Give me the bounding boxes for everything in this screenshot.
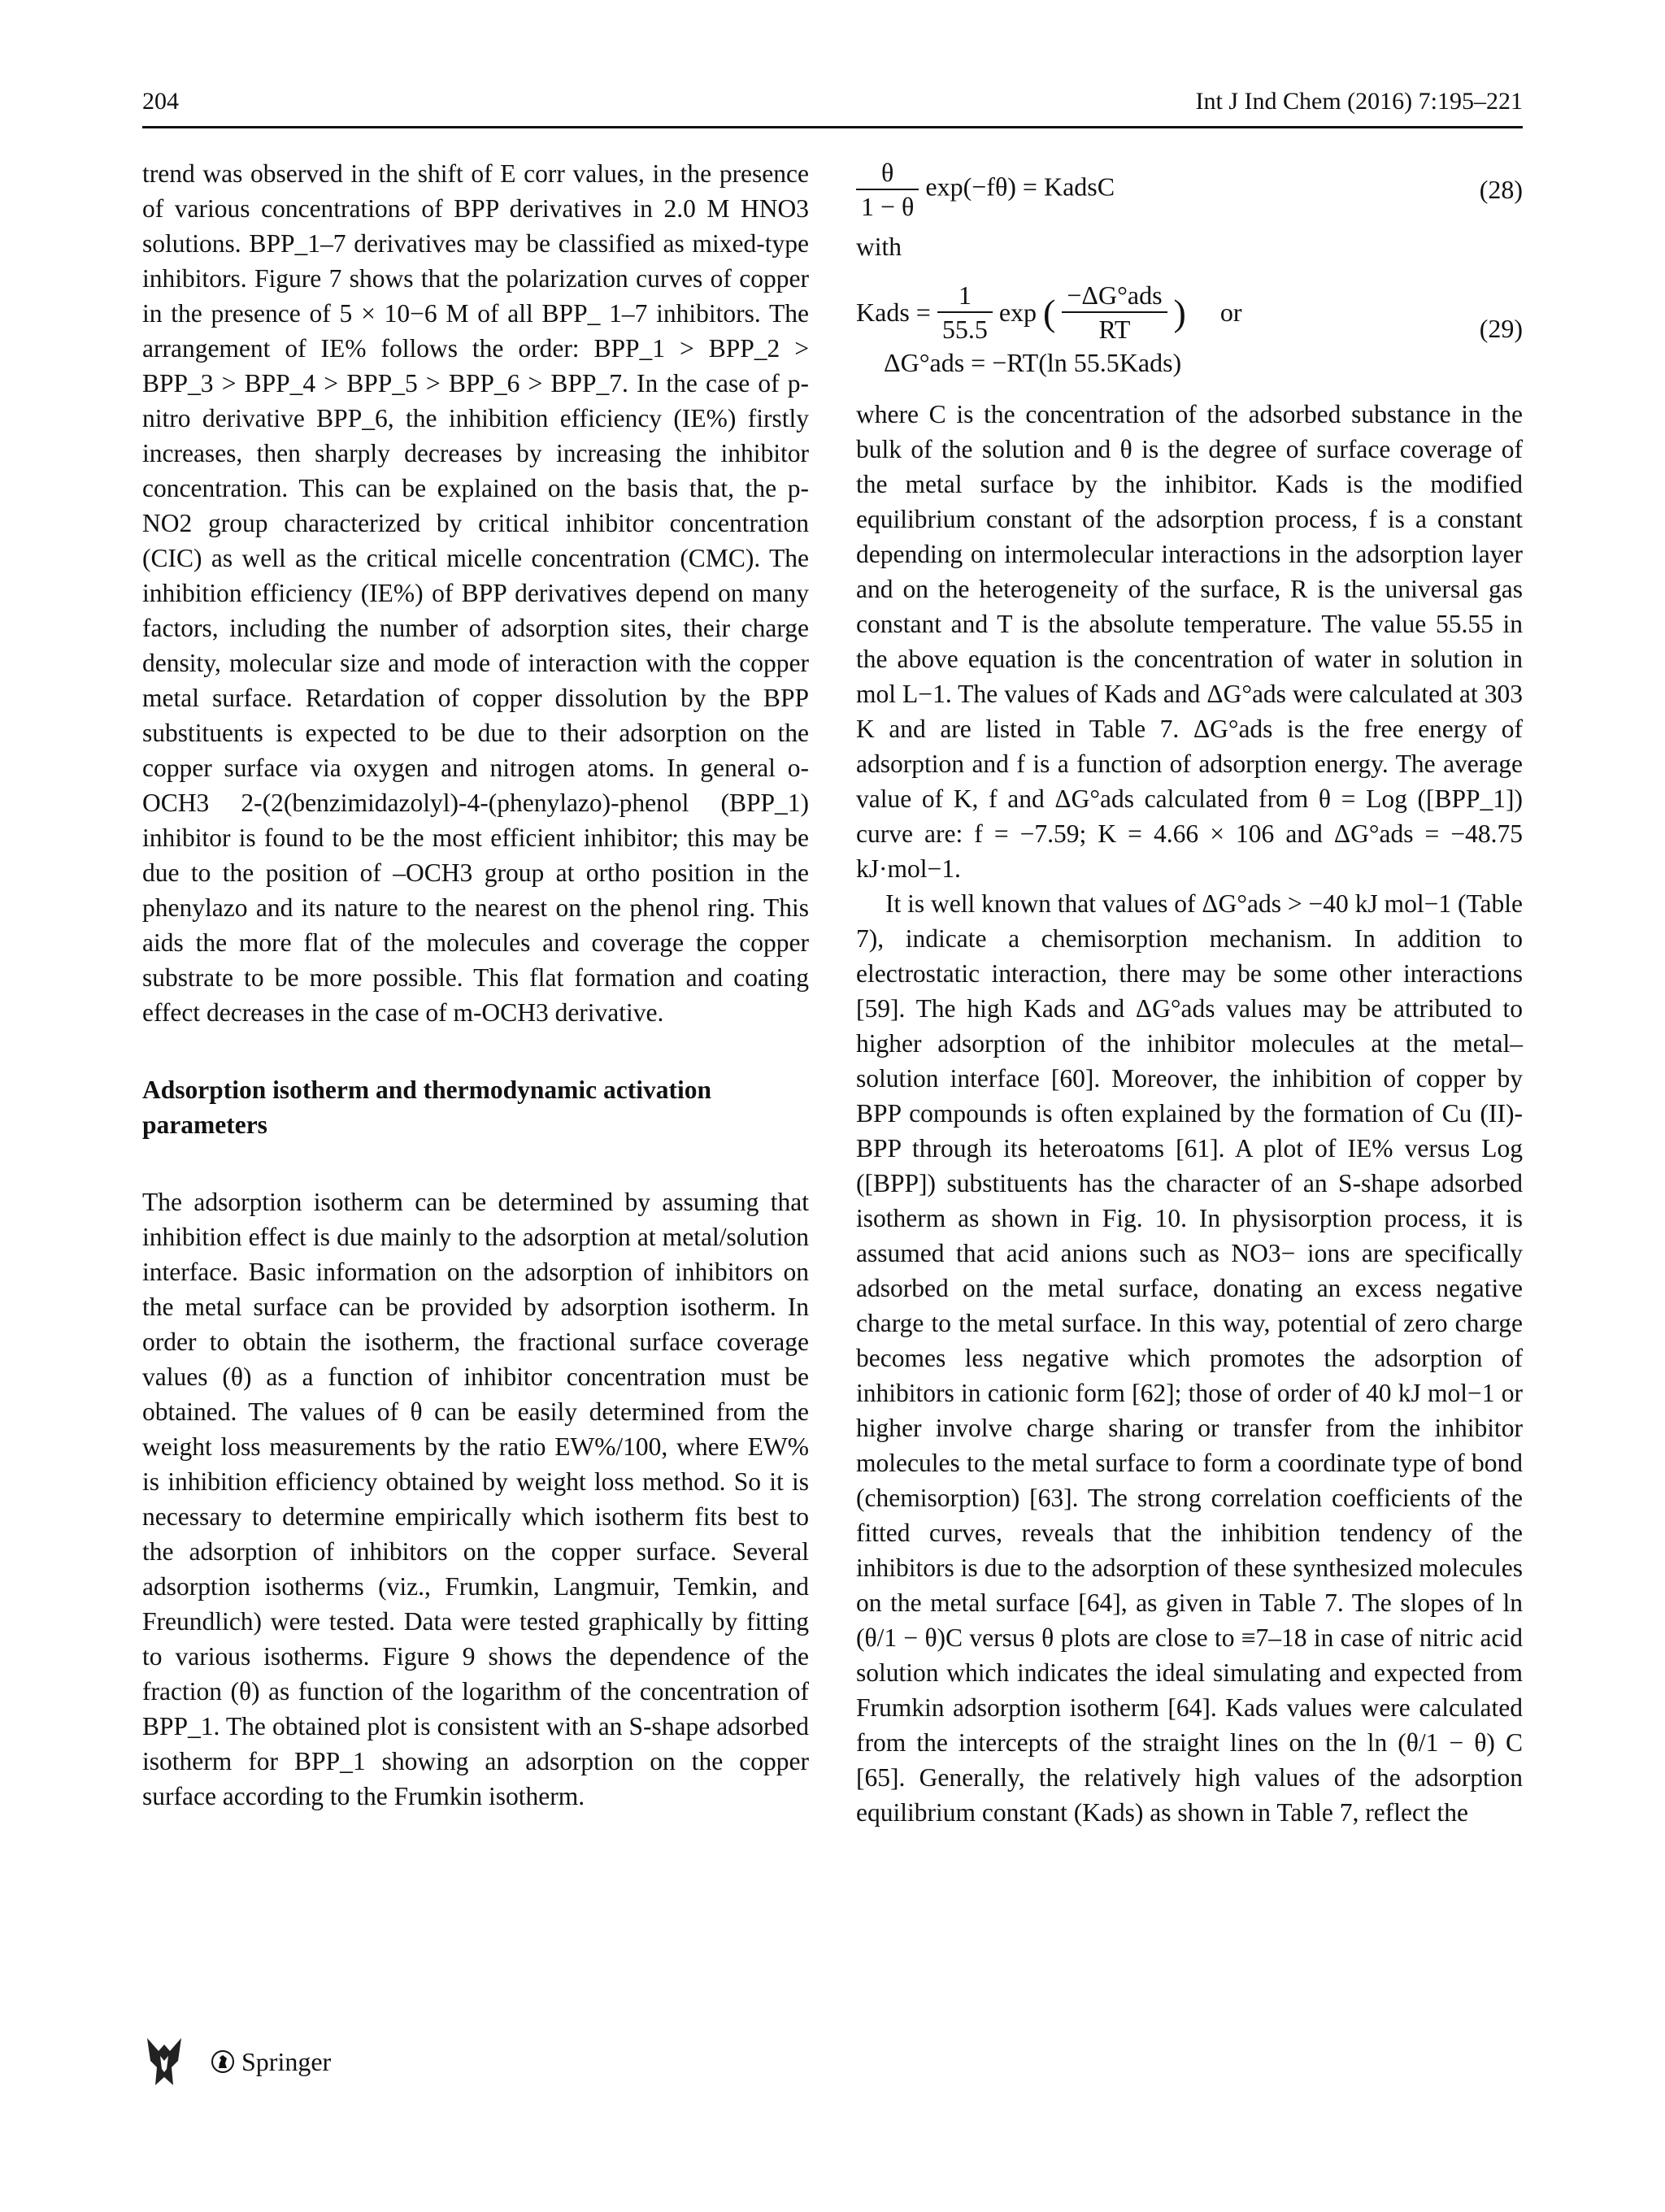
footer (142, 2036, 331, 2087)
equation-29-number: (29) (1479, 314, 1523, 343)
journal-citation: Int J Ind Chem (2016) 7:195–221 (1195, 88, 1523, 115)
kads-symbol: Kads = (856, 297, 931, 327)
equation-29: Kads = $\frac{1}{55.5}$ exp ( $\frac{\text{−ΔG°ads}}{RT}$ ) or ΔG°ads = −RT(ln 55.5Kads) (29) (856, 279, 1523, 397)
paragraph-chemisorption: It is well known that values of ΔG°ads > −40 kJ mol−1 (Table 7), indicate a chemisorption mechanism. In addition to electrostatic interaction, there may be some other interactions [59]. The high Kads and ΔG°ads values may be attributed to higher adsorption of the inhibitor molecules at the metal–solution interface [60]. Moreover, the inhibition of copper by BPP compounds is often explained by the formation of Cu (II)-BPP through its heteroatoms [61]. A plot of IE% versus Log ([BPP]) substituents has the character of an S-shape adsorbed isotherm as shown in Fig. 10. In physisorption process, it is assumed that acid anions such as NO3− ions are specifically adsorbed on the metal surface, donating an excess negative charge to the metal surface. In this way, potential of zero charge becomes less negative which promotes the adsorption of inhibitors in cationic form [62]; those of order of 40 kJ mol−1 or higher involve charge sharing or transfer from the inhibitor molecules to the metal surface to form a coordinate type of bond (chemisorption) [63]. The strong correlation coefficients of the fitted curves, reveals that the inhibition tendency of the inhibitors is due to the adsorption of these synthesized molecules on the metal surface [64], as given in Table 7. The slopes of ln (θ/1 − θ)C versus θ plots are close to ≡7–18 in case of nitric acid solution which indicates the ideal simulating and expected from Frumkin adsorption isotherm [64]. Kads values were calculated from the intercepts of the straight lines on the ln (θ/1 − θ) C [65]. Generally, the relatively high values of the adsorption equilibrium constant (Kads) as shown in Table 7, reflect the (856, 889, 1523, 1827)
theta-fraction: $\frac{\theta}{1 - \theta}$ (856, 156, 919, 223)
equation-28-body: exp(−fθ) = KadsC (925, 172, 1115, 202)
with-label: with (856, 232, 902, 261)
or-label: or (1219, 297, 1242, 327)
paragraph-polarization: trend was observed in the shift of E corr values, in the presence of various concentrations of BPP derivatives in 2.0 M HNO3 solutions. BPP_1–7 derivatives may be classified as mixed-type inhibitors. Figure 7 shows that the polarization curves of copper in the presence of 5 × 10−6 M of all BPP_ 1–7 inhibitors. The arrangement of IE% follows the order: BPP_1 > BPP_2 > BPP_3 > BPP_4 > BPP_5 > BPP_6 > BPP_7. In the case of p-nitro derivative BPP_6, the inhibition efficiency (IE%) firstly increases, then sharply decreases by increasing the inhibitor concentration. This can be explained on the basis that, the p-NO2 group characterized by critical inhibitor concentration (CIC) as well as the critical micelle concentration (CMC). The inhibition efficiency (IE%) of BPP derivatives depend on many factors, including the number of adsorption sites, their charge density, molecular size and mode of interaction with the copper metal surface. Retardation of copper dissolution by the BPP substituents is expected to be due to their adsorption on the copper surface via oxygen and nitrogen atoms. In general o-OCH3 2-(2(benzimidazolyl)-4-(phenylazo)-phenol (BPP_1) inhibitor is found to be the most efficient inhibitor; this may be due to the position of –OCH3 group at ortho position in the phenylazo and its nature to the nearest on the phenol ring. This aids the more flat of the molecules and coverage the copper substrate to be more possible. This flat formation and coating effect decreases in the case of m-OCH3 derivative. (142, 159, 809, 1027)
springer-horse-icon (142, 2036, 186, 2087)
equation-28 (856, 156, 1523, 229)
fraction-delta-g-over-rt: $\frac{\text{−ΔG°ads}}{RT}$ (1062, 279, 1167, 345)
paragraph-adsorption-isotherm: The adsorption isotherm can be determined by assuming that inhibition effect is due mainly to the adsorption at metal/solution interface. Basic information on the adsorption of inhibitors on the metal surface can be provided by adsorption isotherm. In order to obtain the isotherm, the fractional surface coverage values (θ) as a function of inhibitor concentration must be obtained. The values of θ can be easily determined from the weight loss measurements by the ratio EW%/100, where EW% is inhibition efficiency obtained by weight loss method. So it is necessary to determine empirically which isotherm fits best to the adsorption of inhibitors on the copper surface. Several adsorption isotherms (viz., Frumkin, Langmuir, Temkin, and Freundlich) were tested. Data were tested graphically by fitting to various isotherms. Figure 9 shows the dependence of the fraction (θ) as function of the logarithm of the concentration of BPP_1. The obtained plot is consistent with an S-shape adsorbed isotherm for BPP_1 showing an adsorption on the copper surface according to the Frumkin isotherm. (142, 1188, 809, 1810)
delta-g-line: ΔG°ads = −RT(ln 55.5Kads) (884, 348, 1182, 377)
left-column (142, 156, 809, 1814)
header-rule (142, 126, 1523, 128)
springer-chess-knight-icon (211, 2049, 235, 2075)
equation-28-number: (28) (1479, 175, 1523, 204)
springer-logo (211, 2047, 331, 2077)
fraction-one-over-55: $\frac{1}{55.5}$ (937, 279, 993, 345)
publisher-name: Springer (241, 2046, 332, 2076)
paragraph-definitions: where C is the concentration of the adsorbed substance in the bulk of the solution and θ is the degree of surface coverage of the metal surface by the inhibitor. Kads is the modified equilibrium constant of the adsorption process, f is a constant depending on intermolecular interactions in the adsorption layer and on the heterogeneity of the surface, R is the universal gas constant and T is the absolute temperature. The value 55.55 in the above equation is the concentration of water in solution in mol L−1. The values of Kads and ΔG°ads were calculated at 303 K and are listed in Table 7. ΔG°ads is the free energy of adsorption and f is a function of adsorption energy. The average value of K, f and ΔG°ads calculated from θ = Log ([BPP_1]) curve are: f = −7.59; K = 4.66 × 106 and ΔG°ads = −48.75 kJ·mol−1. (856, 400, 1523, 883)
right-column (856, 156, 1523, 1830)
exp-symbol: exp (998, 297, 1037, 327)
page-number: 204 (142, 88, 179, 115)
section-heading: Adsorption isotherm and thermodynamic activation parameters (142, 1076, 711, 1139)
